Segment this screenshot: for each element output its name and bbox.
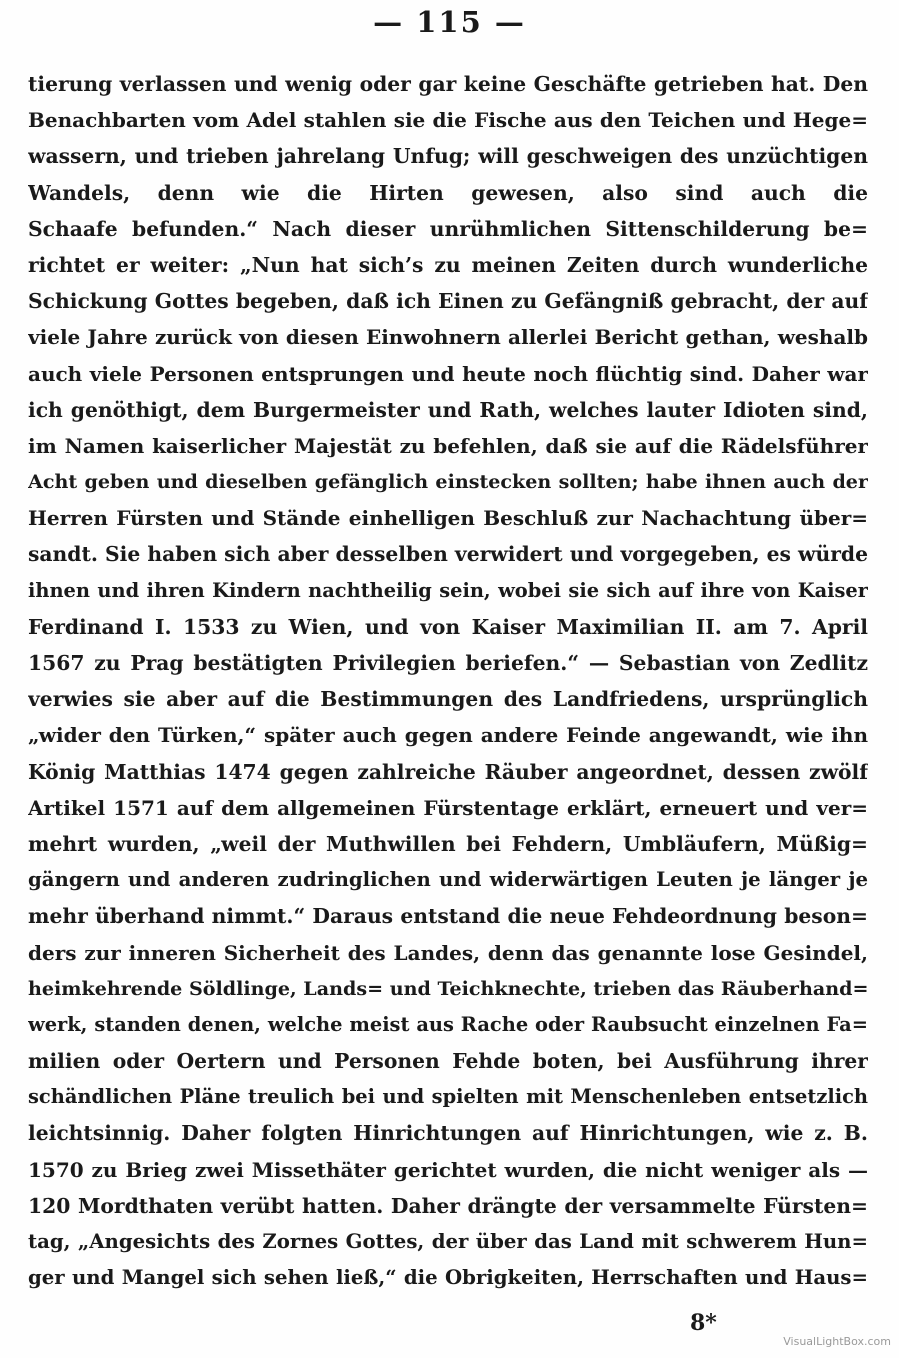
text-line: Benachbarten vom Adel stahlen sie die Fische aus den Teichen und Hege= <box>28 108 868 133</box>
text-line: Artikel 1571 auf dem allgemeinen Fürstentage erklärt, erneuert und ver= <box>28 795 868 820</box>
text-line: Schaafe befunden.“ Nach dieser unrühmlichen Sittenschilderung be= <box>28 216 868 241</box>
text-line: milien oder Oertern und Personen Fehde boten, bei Ausführung ihrer <box>28 1049 868 1074</box>
text-line: Schickung Gottes begeben, daß ich Einen zu Gefängniß gebracht, der auf <box>28 289 868 314</box>
text-line: schändlichen Pläne treulich bei und spielten mit Menschenleben entsetzlich <box>28 1085 868 1109</box>
text-line: ich genöthigt, dem Burgermeister und Rath, welches lauter Idioten sind, <box>28 397 868 422</box>
text-line: gängern und anderen zudringlichen und widerwärtigen Leuten je länger je <box>28 868 868 892</box>
signature-mark: 8* <box>690 1310 717 1336</box>
text-line: viele Jahre zurück von diesen Einwohnern allerlei Bericht gethan, weshalb <box>28 325 868 350</box>
watermark: VisualLightBox.com <box>783 1335 891 1348</box>
text-line: 1570 zu Brieg zwei Missethäter gerichtet wurden, die nicht weniger als — <box>28 1157 868 1182</box>
text-line: im Namen kaiserlicher Majestät zu befehlen, daß sie auf die Rädelsführer <box>28 433 868 458</box>
text-line: Wandels, denn wie die Hirten gewesen, also sind auch die <box>28 180 868 205</box>
text-line: leichtsinnig. Daher folgten Hinrichtungen auf Hinrichtungen, wie z. B. <box>28 1121 868 1146</box>
text-line: ders zur inneren Sicherheit des Landes, denn das genannte lose Gesindel, <box>28 940 868 965</box>
text-line: werk, standen denen, welche meist aus Rache oder Raubsucht einzelnen Fa= <box>28 1012 868 1036</box>
text-line: auch viele Personen entsprungen und heute noch flüchtig sind. Daher war <box>28 361 868 386</box>
page-number: — 115 — <box>373 5 526 39</box>
text-line: 120 Mordthaten verübt hatten. Daher drängte der versammelte Fürsten= <box>28 1193 868 1218</box>
text-line: richtet er weiter: „Nun hat sich’s zu meinen Zeiten durch wunderliche <box>28 252 868 277</box>
text-line: wassern, und trieben jahrelang Unfug; will geschweigen des unzüchtigen <box>28 144 868 169</box>
text-line: Acht geben und dieselben gefänglich einstecken sollten; habe ihnen auch der <box>28 470 868 494</box>
text-line: ger und Mangel sich sehen ließ,“ die Obrigkeiten, Herrschaften und Haus= <box>28 1266 868 1290</box>
text-line: „wider den Türken,“ später auch gegen andere Feinde angewandt, wie ihn <box>28 723 868 748</box>
text-line: Herren Fürsten und Stände einhelligen Beschluß zur Nachachtung über= <box>28 506 868 531</box>
text-line: Ferdinand I. 1533 zu Wien, und von Kaiser Maximilian II. am 7. April <box>28 614 868 639</box>
text-line: sandt. Sie haben sich aber desselben verwidert und vorgegeben, es würde <box>28 542 868 567</box>
text-line: mehrt wurden, „weil der Muthwillen bei Fehdern, Umbläufern, Müßig= <box>28 831 868 856</box>
text-line: 1567 zu Prag bestätigten Privilegien beriefen.“ — Sebastian von Zedlitz <box>28 651 868 675</box>
text-line: verwies sie aber auf die Bestimmungen des Landfriedens, ursprünglich <box>28 687 868 712</box>
text-line: mehr überhand nimmt.“ Daraus entstand die neue Fehdeordnung beson= <box>28 904 868 929</box>
text-line: tierung verlassen und wenig oder gar keine Geschäfte getrieben hat. Den <box>28 72 868 96</box>
text-line: König Matthias 1474 gegen zahlreiche Räuber angeordnet, dessen zwölf <box>28 759 868 784</box>
body-text <box>28 66 868 1296</box>
text-line: heimkehrende Söldlinge, Lands= und Teichknechte, trieben das Räuberhand= <box>28 976 868 1000</box>
text-line: tag, „Angesichts des Zornes Gottes, der über das Land mit schwerem Hun= <box>28 1230 868 1253</box>
text-line: ihnen und ihren Kindern nachtheilig sein, wobei sie sich auf ihre von Kaiser <box>28 578 868 602</box>
